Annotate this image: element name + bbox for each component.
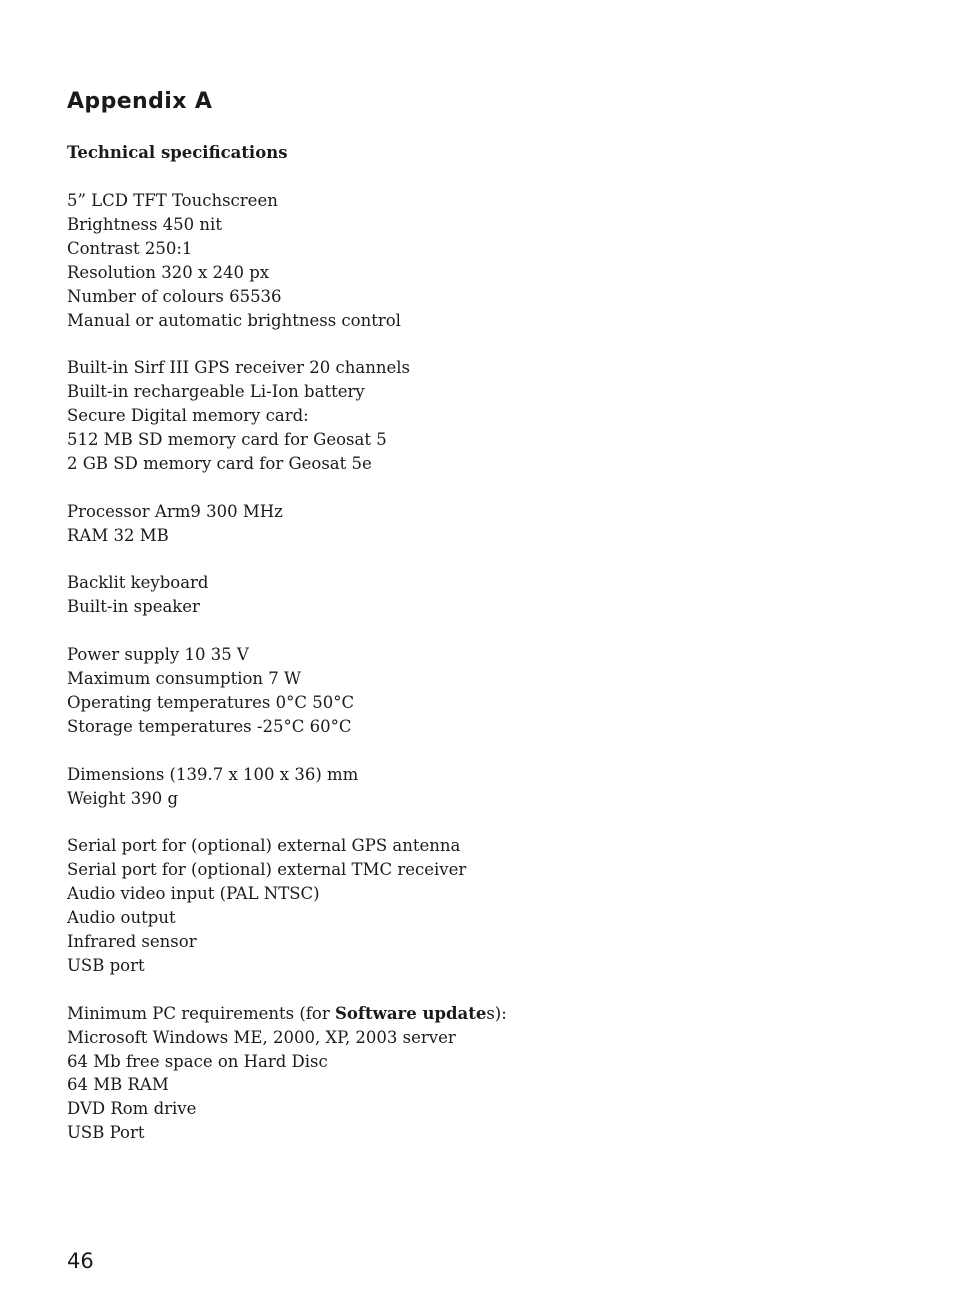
spec-line: 64 Mb free space on Hard Disc [67,1051,328,1071]
spec-group-peripherals [67,571,507,619]
spec-line: Audio video input (PAL NTSC) [67,884,320,904]
spec-line: RAM 32 MB [67,525,169,545]
spec-line: Microsoft Windows ME, 2000, XP, 2003 server [67,1027,456,1047]
spec-line: Built-in rechargeable Li-Ion battery [67,382,365,402]
spec-line: Contrast 250:1 [67,238,193,258]
spec-line: Built-in speaker [67,597,200,617]
spec-group-pc-requirements [67,1002,507,1145]
spec-line: Number of colours 65536 [67,286,282,306]
spec-line: Operating temperatures 0°C 50°C [67,692,355,712]
pc-requirements-intro [67,1002,507,1026]
spec-line: Power supply 10 35 V [67,645,249,665]
spec-line: Audio output [67,908,176,928]
spec-group-processor [67,500,507,548]
spec-line: Infrared sensor [67,932,197,951]
spec-line: Resolution 320 x 240 px [67,262,270,282]
spec-line: Maximum consumption 7 W [67,669,301,689]
spec-group-power [67,643,507,739]
software-update-term: Software update [334,1003,487,1023]
spec-line: Secure Digital memory card: [67,406,309,426]
spec-line: Serial port for (optional) external TMC receiver [67,860,467,880]
spec-list [67,189,507,1145]
page-number: 46 [67,1249,94,1273]
spec-group-physical [67,763,507,811]
intro-suffix: s): [486,1003,507,1023]
spec-line: Weight 390 g [67,788,179,808]
spec-line: 5” LCD TFT Touchscreen [67,191,278,210]
spec-line: DVD Rom drive [67,1099,197,1119]
spec-line: USB Port [67,1123,145,1143]
spec-line: Processor Arm9 300 MHz [67,501,283,521]
page-title: Appendix A [67,89,213,114]
spec-group-display [67,189,507,332]
spec-line: USB port [67,955,145,975]
spec-line: Built-in Sirf III GPS receiver 20 channels [67,358,410,378]
spec-group-hardware [67,356,507,476]
spec-line: Serial port for (optional) external GPS antenna [67,836,461,856]
spec-line: Manual or automatic brightness control [67,310,401,330]
spec-group-ports [67,834,507,977]
spec-line: Backlit keyboard [67,573,209,593]
spec-line: 2 GB SD memory card for Geosat 5e [67,453,372,473]
spec-line: Brightness 450 nit [67,214,222,234]
section-heading: Technical specifications [67,143,288,162]
spec-line: 512 MB SD memory card for Geosat 5 [67,430,387,450]
spec-line: Storage temperatures -25°C 60°C [67,716,352,736]
spec-line: 64 MB RAM [67,1075,169,1095]
spec-line: Dimensions (139.7 x 100 x 36) mm [67,764,359,784]
intro-prefix: Minimum PC requirements (for [67,1003,335,1023]
